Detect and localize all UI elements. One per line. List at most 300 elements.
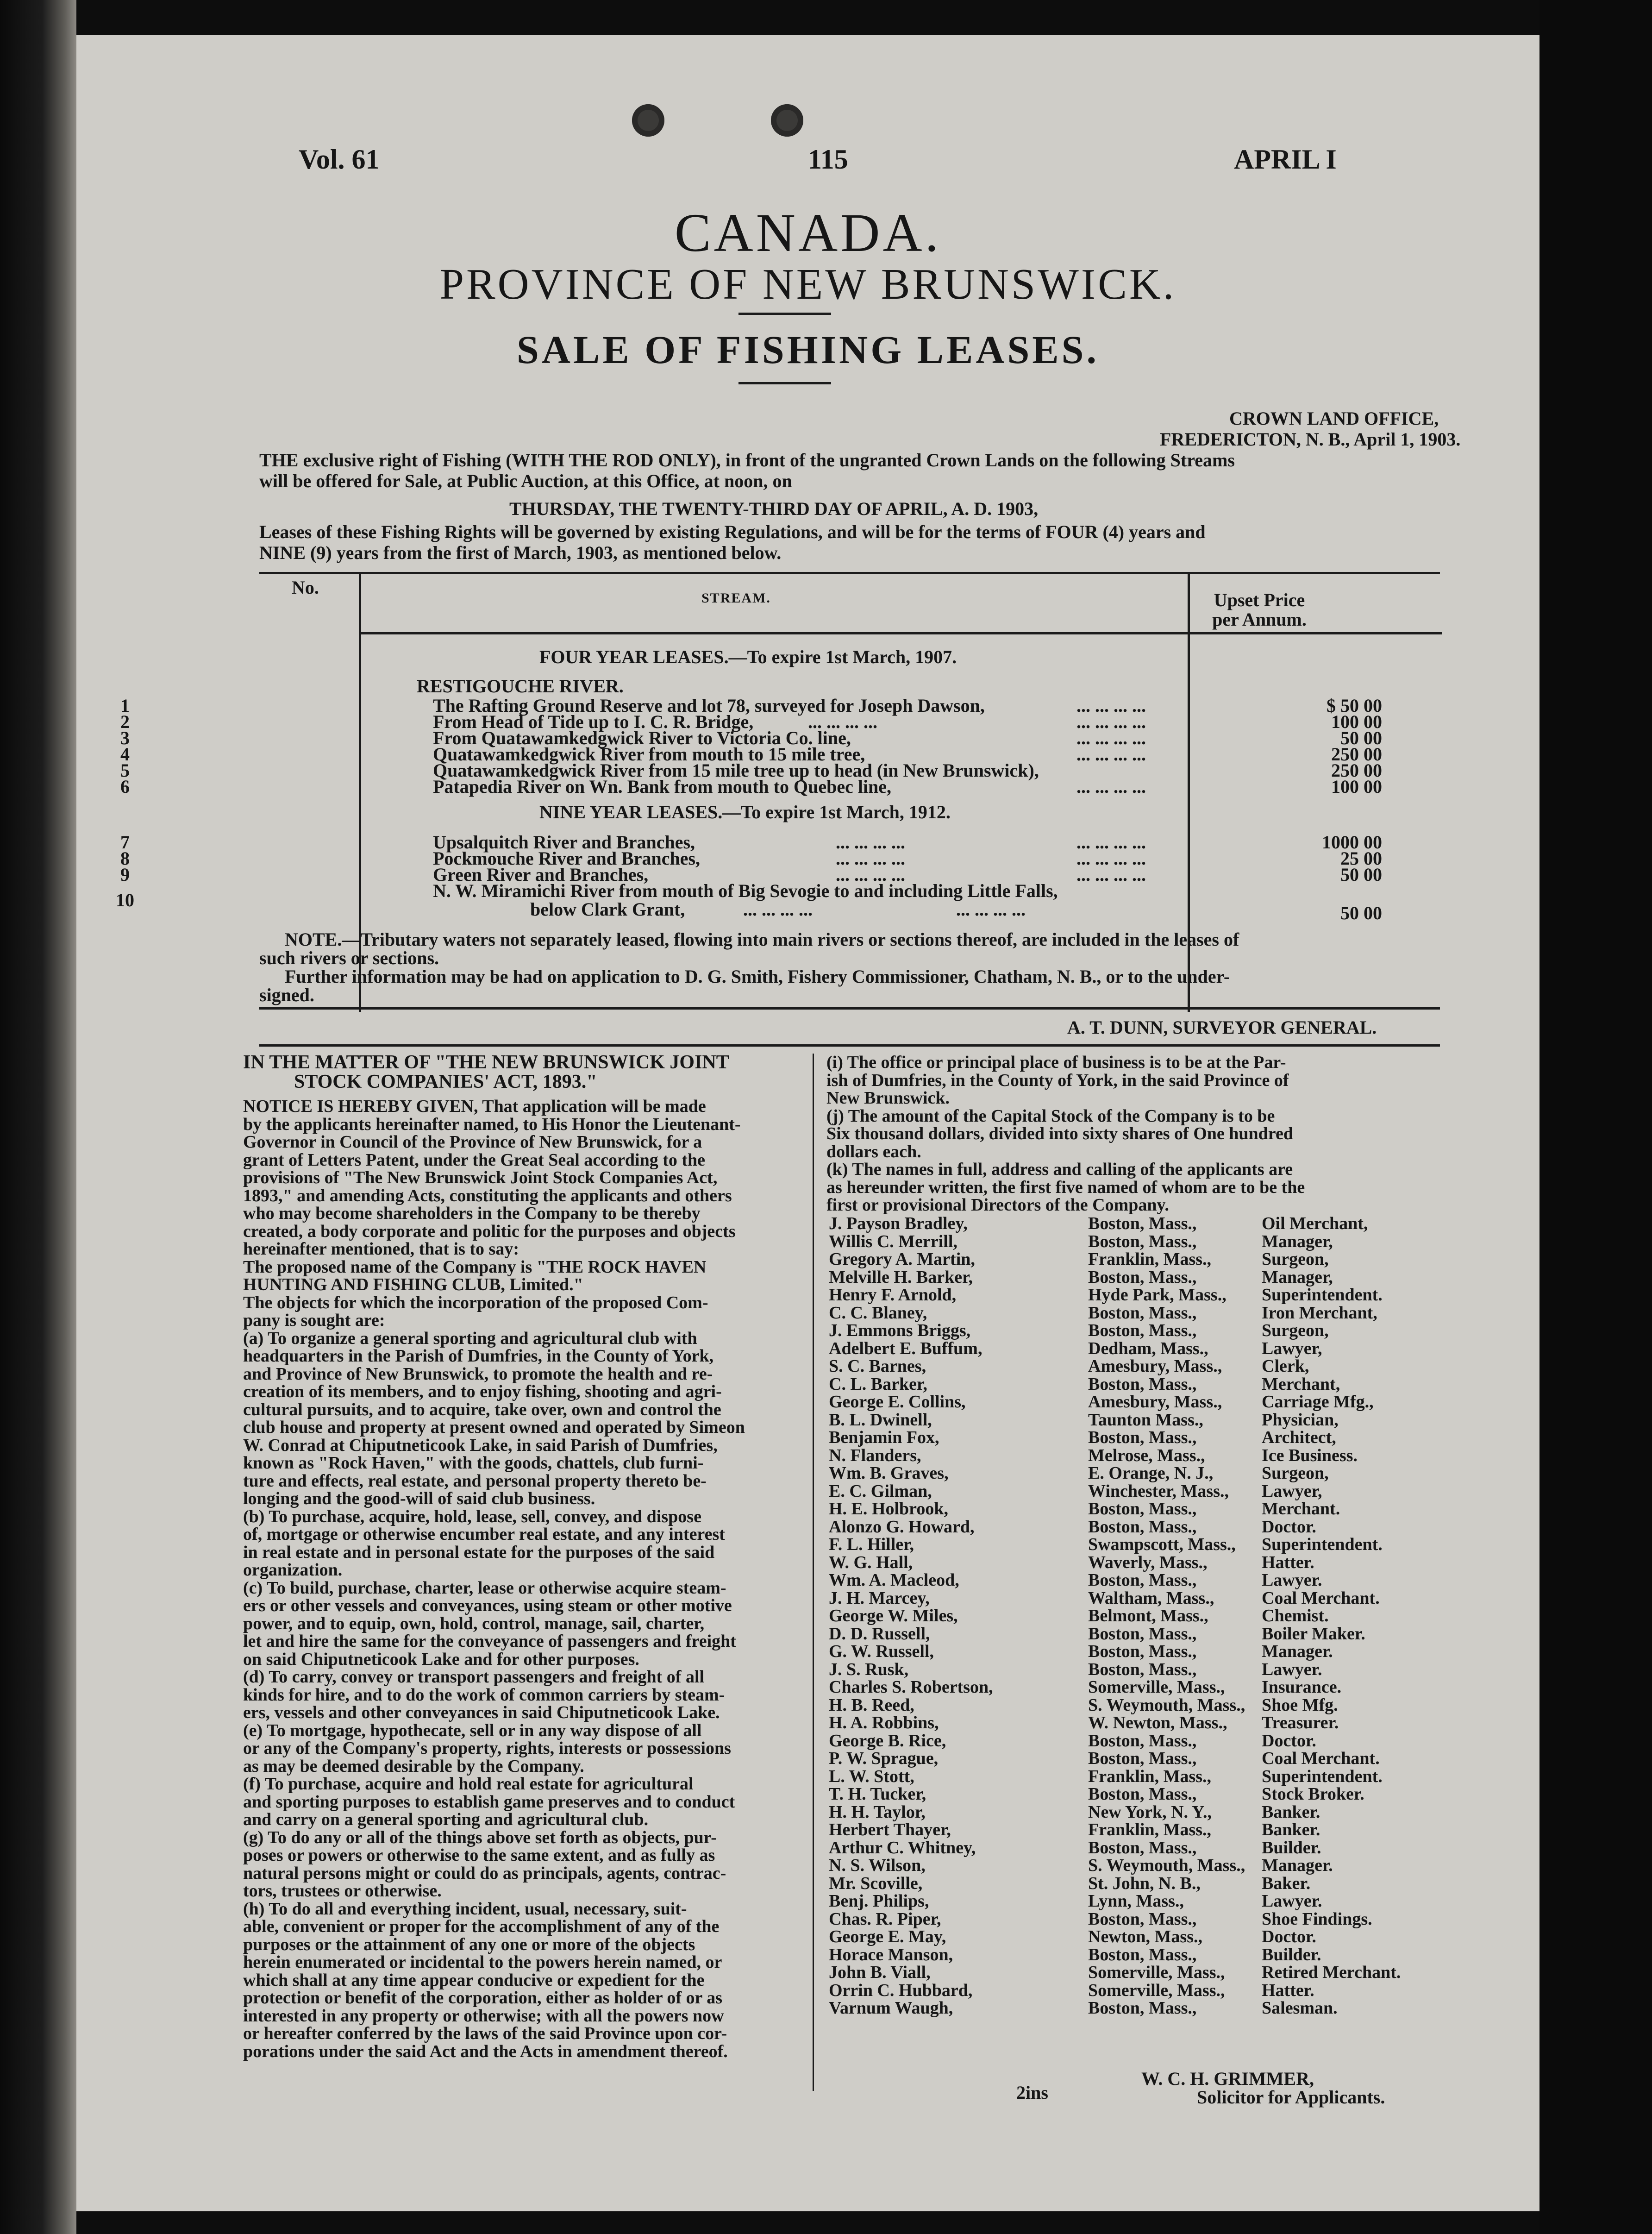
applicant-name: C. L. Barker, xyxy=(829,1374,927,1394)
title-canada: CANADA. xyxy=(674,202,942,263)
lease-stream: The Rafting Ground Reserve and lot 78, surveyed for Joseph Dawson, xyxy=(433,695,985,716)
column-divider xyxy=(813,1054,814,2091)
table-row xyxy=(76,847,1539,869)
applicant-calling: Lawyer, xyxy=(1262,1338,1322,1358)
note-line: signed. xyxy=(259,985,314,1005)
notice-heading: IN THE MATTER OF "THE NEW BRUNSWICK JOINT xyxy=(243,1052,729,1073)
applicant-address: Boston, Mass., xyxy=(1088,1749,1197,1768)
applicant-calling: Manager, xyxy=(1262,1267,1333,1287)
notice-line: or any of the Company's property, rights, interests or possessions xyxy=(243,1738,731,1758)
applicant-address: Hyde Park, Mass., xyxy=(1088,1285,1226,1305)
applicant-address: S. Weymouth, Mass., xyxy=(1088,1695,1245,1715)
applicant-name: Chas. R. Piper, xyxy=(829,1909,941,1929)
leader-dots: ... ... ... ... xyxy=(836,864,905,885)
lease-number: 3 xyxy=(120,728,130,748)
terms-line: Leases of these Fishing Rights will be governed by existing Regulations, and will be for the terms of FOUR (4) years and xyxy=(259,521,1206,542)
lease-stream: N. W. Miramichi River from mouth of Big Sevogie to and including Little Falls, xyxy=(433,880,1058,901)
applicant-address: Boston, Mass., xyxy=(1088,1998,1197,2018)
notice-line: ers, vessels and other conveyances in said Chiputneticook Lake. xyxy=(243,1703,720,1722)
applicant-name: Horace Manson, xyxy=(829,1945,953,1964)
applicant-calling: Hatter. xyxy=(1262,1980,1314,2000)
applicant-name: George E. May, xyxy=(829,1927,946,1946)
applicant-name: George B. Rice, xyxy=(829,1731,946,1751)
applicant-address: Franklin, Mass., xyxy=(1088,1249,1212,1269)
applicant-name: Adelbert E. Buffum, xyxy=(829,1338,982,1358)
applicant-name: Orrin C. Hubbard, xyxy=(829,1980,973,2000)
applicant-calling: Hatter. xyxy=(1262,1552,1314,1572)
applicant-address: Boston, Mass., xyxy=(1088,1321,1197,1340)
applicant-row xyxy=(829,1606,1412,1624)
applicant-address: Somerville, Mass., xyxy=(1088,1677,1225,1697)
applicant-calling: Oil Merchant, xyxy=(1262,1214,1368,1233)
applicant-name: Wm. A. Macleod, xyxy=(829,1570,959,1590)
applicant-calling: Lawyer. xyxy=(1262,1891,1322,1911)
background-edge xyxy=(1539,0,1652,2234)
intro-line: THE exclusive right of Fishing (WITH THE ROD ONLY), in front of the ungranted Crown Lands on the following Streams xyxy=(259,450,1235,471)
nine-year-title: NINE YEAR LEASES.—To expire 1st March, 1912. xyxy=(539,802,951,822)
notice-line: The objects for which the incorporation of the proposed Com- xyxy=(243,1293,708,1312)
applicant-row xyxy=(829,1410,1412,1428)
lease-number: 6 xyxy=(120,776,130,797)
notice-line: (g) To do any or all of the things above set forth as objects, pur- xyxy=(243,1827,717,1847)
lease-number: 7 xyxy=(120,832,130,853)
applicant-address: Melrose, Mass., xyxy=(1088,1445,1205,1465)
applicant-row xyxy=(829,1838,1412,1856)
applicant-address: Boston, Mass., xyxy=(1088,1231,1197,1251)
applicant-calling: Coal Merchant. xyxy=(1262,1588,1380,1608)
applicant-calling: Manager, xyxy=(1262,1231,1333,1251)
applicant-address: Dedham, Mass., xyxy=(1088,1338,1208,1358)
title-rule xyxy=(738,313,831,315)
notice-line: of, mortgage or otherwise encumber real estate, and any interest xyxy=(243,1525,725,1544)
lease-price: 50 00 xyxy=(1340,728,1382,748)
applicant-row xyxy=(829,1374,1412,1392)
applicant-row xyxy=(829,1517,1412,1535)
applicant-name: C. C. Blaney, xyxy=(829,1303,927,1323)
notice-line: on said Chiputneticook Lake and for other purposes. xyxy=(243,1649,639,1669)
table-row xyxy=(76,776,1539,797)
lease-stream: Patapedia River on Wn. Bank from mouth to Quebec line, xyxy=(433,776,892,797)
applicant-row xyxy=(829,1445,1412,1463)
leader-dots: ... ... ... ... xyxy=(1076,832,1146,853)
section-rule xyxy=(259,1007,1440,1010)
applicant-row xyxy=(829,1641,1412,1659)
notice-line: pany is sought are: xyxy=(243,1311,385,1330)
lease-number: 1 xyxy=(120,695,130,716)
lease-number: 10 xyxy=(116,890,134,910)
notice-line: ers or other vessels and conveyances, using steam or other motive xyxy=(243,1596,732,1615)
applicant-row xyxy=(829,1855,1412,1873)
applicant-address: Boston, Mass., xyxy=(1088,1428,1197,1447)
applicant-name: H. A. Robbins, xyxy=(829,1713,939,1732)
applicant-address: Boston, Mass., xyxy=(1088,1784,1197,1804)
applicant-row xyxy=(829,1659,1412,1677)
notice-line: W. Conrad at Chiputneticook Lake, in said Parish of Dumfries, xyxy=(243,1435,718,1455)
volume-label: Vol. 61 xyxy=(299,144,380,175)
applicant-name: George E. Collins, xyxy=(829,1392,966,1412)
notice-line: grant of Letters Patent, under the Great Seal according to the xyxy=(243,1150,706,1170)
table-row xyxy=(76,864,1539,885)
applicant-name: N. Flanders, xyxy=(829,1445,921,1465)
applicant-calling: Shoe Findings. xyxy=(1262,1909,1372,1929)
river-heading: RESTIGOUCHE RIVER. xyxy=(417,676,624,697)
applicant-name: F. L. Hiller, xyxy=(829,1535,914,1554)
notice-line: (e) To mortgage, hypothecate, sell or in any way dispose of all xyxy=(243,1720,702,1740)
applicant-address: Boston, Mass., xyxy=(1088,1945,1197,1964)
column-header-no: No. xyxy=(292,577,319,598)
leader-dots: ... ... ... ... xyxy=(1076,848,1146,869)
leader-dots: ... ... ... ... xyxy=(808,711,877,732)
notice-line: (f) To purchase, acquire and hold real estate for agricultural xyxy=(243,1774,694,1794)
applicant-name: N. S. Wilson, xyxy=(829,1856,926,1875)
applicant-row xyxy=(829,1481,1412,1499)
applicant-row xyxy=(829,1909,1412,1927)
lease-stream: Quatawamkedgwick River from 15 mile tree up to head (in New Brunswick), xyxy=(433,760,1039,781)
applicant-calling: Insurance. xyxy=(1262,1677,1342,1697)
applicant-address: Somerville, Mass., xyxy=(1088,1980,1225,2000)
notice-line: or hereafter conferred by the laws of the said Province upon cor- xyxy=(243,2024,727,2043)
applicant-row xyxy=(829,1624,1412,1642)
applicant-calling: Carriage Mfg., xyxy=(1262,1392,1374,1412)
leader-dots: ... ... ... ... xyxy=(1076,744,1146,765)
notice-line: which shall at any time appear conducive or expedient for the xyxy=(243,1970,705,1990)
applicant-name: J. S. Rusk, xyxy=(829,1659,909,1679)
notice-line: and Province of New Brunswick, to promote the health and re- xyxy=(243,1364,713,1384)
applicant-name: W. G. Hall, xyxy=(829,1552,913,1572)
applicant-calling: Treasurer. xyxy=(1262,1713,1339,1732)
applicant-row xyxy=(829,1695,1412,1713)
applicant-row xyxy=(829,1427,1412,1445)
applicant-name: Melville H. Barker, xyxy=(829,1267,973,1287)
notice-line: (i) The office or principal place of business is to be at the Par- xyxy=(826,1053,1286,1072)
notice-line: creation of its members, and to enjoy fishing, shooting and agri- xyxy=(243,1382,722,1401)
lease-price: 100 00 xyxy=(1331,776,1382,797)
notice-line: (c) To build, purchase, charter, lease or otherwise acquire steam- xyxy=(243,1578,726,1598)
applicant-calling: Salesman. xyxy=(1262,1998,1338,2018)
applicant-row xyxy=(829,1677,1412,1695)
applicant-calling: Shoe Mfg. xyxy=(1262,1695,1338,1715)
applicant-address: Waltham, Mass., xyxy=(1088,1588,1214,1608)
applicant-address: Swampscott, Mass., xyxy=(1088,1535,1236,1554)
applicants-list xyxy=(829,1213,1431,2016)
four-year-title: FOUR YEAR LEASES.—To expire 1st March, 1907. xyxy=(539,646,957,667)
applicant-calling: Iron Merchant, xyxy=(1262,1303,1377,1323)
applicant-address: Somerville, Mass., xyxy=(1088,1963,1225,1982)
applicant-row xyxy=(829,1731,1412,1749)
applicant-calling: Doctor. xyxy=(1262,1517,1316,1537)
leader-dots: ... ... ... ... xyxy=(743,899,813,920)
notice-line: power, and to equip, own, hold, control, manage, sail, charter, xyxy=(243,1613,705,1633)
newspaper-page xyxy=(76,35,1539,2211)
applicant-name: Gregory A. Martin, xyxy=(829,1249,975,1269)
table-row xyxy=(76,711,1539,732)
applicant-calling: Ice Business. xyxy=(1262,1445,1358,1465)
surveyor-signature: A. T. DUNN, SURVEYOR GENERAL. xyxy=(1067,1017,1377,1038)
notice-line: cultural pursuits, and to acquire, take over, own and control the xyxy=(243,1399,721,1419)
insertion-count: 2ins xyxy=(1016,2082,1048,2103)
notice-line: The proposed name of the Company is "THE ROCK HAVEN xyxy=(243,1257,707,1277)
applicant-name: Charles S. Robertson, xyxy=(829,1677,993,1697)
applicant-name: D. D. Russell, xyxy=(829,1624,930,1644)
notice-line: Six thousand dollars, divided into sixty shares of One hundred xyxy=(826,1124,1293,1143)
applicant-row xyxy=(829,1267,1412,1285)
table-row xyxy=(76,727,1539,746)
leader-dots: ... ... ... ... xyxy=(1076,695,1146,716)
issue-date: APRIL I xyxy=(1234,144,1337,175)
applicant-calling: Clerk, xyxy=(1262,1356,1309,1376)
applicant-calling: Boiler Maker. xyxy=(1262,1624,1365,1644)
applicant-address: Newton, Mass., xyxy=(1088,1927,1202,1946)
notice-line: hereinafter mentioned, that is to say: xyxy=(243,1239,519,1259)
note-line: Further information may be had on application to D. G. Smith, Fishery Commissioner, Chatham, N. B., or to the under- xyxy=(285,966,1230,987)
applicant-calling: Architect, xyxy=(1262,1428,1336,1447)
lease-stream: Pockmouche River and Branches, xyxy=(433,848,701,869)
applicant-row xyxy=(829,1945,1412,1963)
leader-dots: ... ... ... ... xyxy=(836,832,905,853)
applicant-address: Winchester, Mass., xyxy=(1088,1481,1229,1501)
notice-line: as may be deemed desirable by the Company. xyxy=(243,1756,584,1776)
applicant-address: Boston, Mass., xyxy=(1088,1374,1197,1394)
notice-line: (d) To carry, convey or transport passengers and freight of all xyxy=(243,1667,705,1687)
applicant-calling: Superintendent. xyxy=(1262,1285,1383,1305)
applicant-address: Boston, Mass., xyxy=(1088,1570,1197,1590)
applicant-address: Boston, Mass., xyxy=(1088,1909,1197,1929)
notice-line: New Brunswick. xyxy=(826,1088,950,1108)
applicant-calling: Superintendent. xyxy=(1262,1766,1383,1786)
applicant-name: S. C. Barnes, xyxy=(829,1356,926,1376)
applicant-row xyxy=(829,1713,1412,1731)
applicant-calling: Doctor. xyxy=(1262,1927,1316,1946)
notice-line: HUNTING AND FISHING CLUB, Limited." xyxy=(243,1275,583,1294)
notice-line: (j) The amount of the Capital Stock of the Company is to be xyxy=(826,1106,1275,1126)
header-rule xyxy=(359,632,1442,634)
lease-number: 9 xyxy=(120,864,130,885)
lease-stream: Green River and Branches, xyxy=(433,864,649,885)
applicant-row xyxy=(829,1249,1412,1267)
applicant-name: Henry F. Arnold, xyxy=(829,1285,957,1305)
applicant-name: Arthur C. Whitney, xyxy=(829,1838,976,1857)
notice-line: provisions of "The New Brunswick Joint Stock Companies Act, xyxy=(243,1168,718,1187)
applicant-calling: Manager. xyxy=(1262,1642,1333,1661)
applicant-address: Franklin, Mass., xyxy=(1088,1820,1212,1839)
notice-line: and carry on a general sporting and agricultural club. xyxy=(243,1810,649,1829)
intro-line: will be offered for Sale, at Public Auction, at this Office, at noon, on xyxy=(259,471,792,491)
binding-hole xyxy=(632,104,664,137)
applicant-calling: Banker. xyxy=(1262,1820,1320,1839)
applicant-name: John B. Viall, xyxy=(829,1963,931,1982)
applicant-name: H. B. Reed, xyxy=(829,1695,914,1715)
notice-line: Governor in Council of the Province of New Brunswick, for a xyxy=(243,1132,702,1152)
applicant-row xyxy=(829,1320,1412,1338)
applicant-calling: Surgeon, xyxy=(1262,1463,1329,1483)
table-row xyxy=(76,743,1539,765)
leader-dots: ... ... ... ... xyxy=(1076,728,1146,748)
applicant-address: Amesbury, Mass., xyxy=(1088,1356,1222,1376)
applicant-address: Taunton Mass., xyxy=(1088,1410,1203,1430)
applicant-row xyxy=(829,1891,1412,1909)
notice-line: herein enumerated or incidental to the powers herein named, or xyxy=(243,1952,722,1972)
applicant-name: Herbert Thayer, xyxy=(829,1820,951,1839)
applicant-calling: Banker. xyxy=(1262,1802,1320,1822)
notice-line: porations under the said Act and the Acts in amendment thereof. xyxy=(243,2041,728,2061)
notice-body-right xyxy=(826,1054,1442,1214)
applicant-name: H. H. Taylor, xyxy=(829,1802,926,1822)
applicant-row xyxy=(829,1873,1412,1891)
notice-line: known as "Rock Haven," with the goods, chattels, club furni- xyxy=(243,1453,704,1473)
applicant-name: Wm. B. Graves, xyxy=(829,1463,949,1483)
applicant-row xyxy=(829,1285,1412,1303)
notice-line: dollars each. xyxy=(826,1142,921,1161)
applicant-calling: Surgeon, xyxy=(1262,1321,1329,1340)
applicant-address: Boston, Mass., xyxy=(1088,1267,1197,1287)
applicant-calling: Manager. xyxy=(1262,1856,1333,1875)
applicant-address: Boston, Mass., xyxy=(1088,1838,1197,1857)
lease-price: $ 50 00 xyxy=(1327,695,1382,716)
applicant-calling: Lawyer. xyxy=(1262,1570,1322,1590)
lease-price: 50 00 xyxy=(1340,903,1382,923)
lease-stream: From Head of Tide up to I. C. R. Bridge, xyxy=(433,711,754,732)
applicant-name: H. E. Holbrook, xyxy=(829,1499,948,1519)
leader-dots: ... ... ... ... xyxy=(956,899,1026,920)
notice-line: (h) To do all and everything incident, usual, necessary, suit- xyxy=(243,1899,687,1919)
notice-line: ish of Dumfries, in the County of York, in the said Province of xyxy=(826,1070,1289,1090)
applicant-row xyxy=(829,1499,1412,1517)
applicant-address: Boston, Mass., xyxy=(1088,1659,1197,1679)
table-row xyxy=(76,695,1539,716)
lease-stream: From Quatawamkedgwick River to Victoria Co. line, xyxy=(433,728,851,748)
applicant-address: Waverly, Mass., xyxy=(1088,1552,1208,1572)
lease-stream: Quatawamkedgwick River from mouth to 15 mile tree, xyxy=(433,744,865,765)
applicant-name: Mr. Scoville, xyxy=(829,1873,923,1893)
applicant-calling: Doctor. xyxy=(1262,1731,1316,1751)
book-spine xyxy=(0,0,76,2234)
solicitor-name: W. C. H. GRIMMER, xyxy=(1141,2068,1314,2089)
applicant-name: George W. Miles, xyxy=(829,1606,958,1625)
lease-price: 250 00 xyxy=(1331,744,1382,765)
lease-price: 250 00 xyxy=(1331,760,1382,781)
applicant-row xyxy=(829,1534,1412,1552)
lease-stream-continued: below Clark Grant, xyxy=(530,899,685,920)
column-header-price: Upset Price per Annum. xyxy=(1212,590,1307,630)
office-name: CROWN LAND OFFICE, xyxy=(1229,408,1439,429)
notice-line: organization. xyxy=(243,1560,343,1580)
applicant-address: Boston, Mass., xyxy=(1088,1499,1197,1519)
note-line: NOTE.—Tributary waters not separately leased, flowing into main rivers or sections thereof, are included in the leases of xyxy=(285,929,1239,950)
applicant-row xyxy=(829,1748,1412,1766)
applicant-row xyxy=(829,1231,1412,1249)
notice-line: natural persons might or could do as principals, agents, contrac- xyxy=(243,1863,726,1883)
applicant-address: W. Newton, Mass., xyxy=(1088,1713,1227,1732)
leader-dots: ... ... ... ... xyxy=(1076,711,1146,732)
title-rule xyxy=(738,382,831,384)
applicant-calling: Lawyer. xyxy=(1262,1659,1322,1679)
applicant-calling: Physician, xyxy=(1262,1410,1339,1430)
notice-line: able, convenient or proper for the accomplishment of any of the xyxy=(243,1917,720,1936)
office-location: FREDERICTON, N. B., April 1, 1903. xyxy=(1160,429,1461,450)
applicant-address: Boston, Mass., xyxy=(1088,1517,1197,1537)
lease-price: 1000 00 xyxy=(1322,832,1382,853)
notice-line: let and hire the same for the conveyance of passengers and freight xyxy=(243,1632,736,1651)
notice-line: created, a body corporate and politic for the purposes and objects xyxy=(243,1221,736,1241)
leader-dots: ... ... ... ... xyxy=(836,848,905,869)
applicant-row xyxy=(829,1927,1412,1945)
notice-line: by the applicants hereinafter named, to His Honor the Lieutenant- xyxy=(243,1114,741,1134)
table-row xyxy=(76,759,1539,781)
lease-price: 50 00 xyxy=(1340,864,1382,885)
notice-line: club house and property at present owned and operated by Simeon xyxy=(243,1418,745,1437)
applicant-address: New York, N. Y., xyxy=(1088,1802,1212,1822)
table-row xyxy=(76,831,1539,853)
applicant-calling: Superintendent. xyxy=(1262,1535,1383,1554)
applicant-name: B. L. Dwinell, xyxy=(829,1410,932,1430)
applicant-address: Belmont, Mass., xyxy=(1088,1606,1208,1625)
applicant-address: Boston, Mass., xyxy=(1088,1731,1197,1751)
applicant-name: Alonzo G. Howard, xyxy=(829,1517,975,1537)
title-province: PROVINCE OF NEW BRUNSWICK. xyxy=(439,260,1176,308)
applicant-address: Franklin, Mass., xyxy=(1088,1766,1212,1786)
applicant-address: Boston, Mass., xyxy=(1088,1642,1197,1661)
notice-line: 1893," and amending Acts, constituting the applicants and others xyxy=(243,1186,732,1205)
notice-heading: STOCK COMPANIES' ACT, 1893." xyxy=(294,1071,597,1092)
lease-price: 25 00 xyxy=(1340,848,1382,869)
leader-dots: ... ... ... ... xyxy=(1076,776,1146,797)
table-top-rule xyxy=(259,572,1440,574)
applicant-name: J. Payson Bradley, xyxy=(829,1214,968,1233)
applicant-row xyxy=(829,1588,1412,1606)
applicant-name: P. W. Sprague, xyxy=(829,1749,939,1768)
notice-line: (b) To purchase, acquire, hold, lease, sell, convey, and dispose xyxy=(243,1506,701,1526)
applicant-row xyxy=(829,1552,1412,1570)
applicant-row xyxy=(829,1802,1412,1820)
applicant-calling: Chemist. xyxy=(1262,1606,1329,1625)
applicant-name: G. W. Russell, xyxy=(829,1642,934,1661)
applicant-address: E. Orange, N. J., xyxy=(1088,1463,1214,1483)
binding-hole xyxy=(771,104,803,137)
notice-line: longing and the good-will of said club business. xyxy=(243,1489,595,1508)
leader-dots: ... ... ... ... xyxy=(1076,864,1146,885)
section-rule xyxy=(259,1044,1440,1047)
applicant-row xyxy=(829,1980,1412,1998)
lease-number: 4 xyxy=(120,744,130,765)
applicant-row xyxy=(829,1392,1412,1410)
notice-line: NOTICE IS HEREBY GIVEN, That application will be made xyxy=(243,1097,706,1116)
applicant-row xyxy=(829,1338,1412,1356)
applicant-calling: Stock Broker. xyxy=(1262,1784,1364,1804)
notice-line: kinds for hire, and to do the work of common carriers by steam- xyxy=(243,1685,725,1705)
applicant-calling: Merchant. xyxy=(1262,1499,1340,1519)
notice-line: and sporting purposes to establish game preserves and to conduct xyxy=(243,1792,735,1812)
notice-line: poses or powers or otherwise to the same extent, and as fully as xyxy=(243,1845,715,1865)
lease-number: 8 xyxy=(120,848,130,869)
applicant-address: Boston, Mass., xyxy=(1088,1303,1197,1323)
applicant-row xyxy=(829,1962,1412,1980)
solicitor-title: Solicitor for Applicants. xyxy=(1197,2087,1385,2108)
terms-line: NINE (9) years from the first of March, 1903, as mentioned below. xyxy=(259,542,782,563)
lease-number: 2 xyxy=(120,711,130,732)
applicant-row xyxy=(829,1820,1412,1838)
notice-line: purposes or the attainment of any one or more of the objects xyxy=(243,1934,695,1954)
applicant-row xyxy=(829,1213,1412,1231)
lease-stream: Upsalquitch River and Branches, xyxy=(433,832,695,853)
notice-line: as hereunder written, the first five named of whom are to be the xyxy=(826,1177,1305,1197)
notice-line: (a) To organize a general sporting and agricultural club with xyxy=(243,1328,697,1348)
applicant-calling: Builder. xyxy=(1262,1945,1321,1964)
applicant-name: Benjamin Fox, xyxy=(829,1428,939,1447)
applicant-calling: Lawyer, xyxy=(1262,1481,1322,1501)
note-line: such rivers or sections. xyxy=(259,948,439,968)
applicant-address: Boston, Mass., xyxy=(1088,1624,1197,1644)
applicant-row xyxy=(829,1766,1412,1784)
